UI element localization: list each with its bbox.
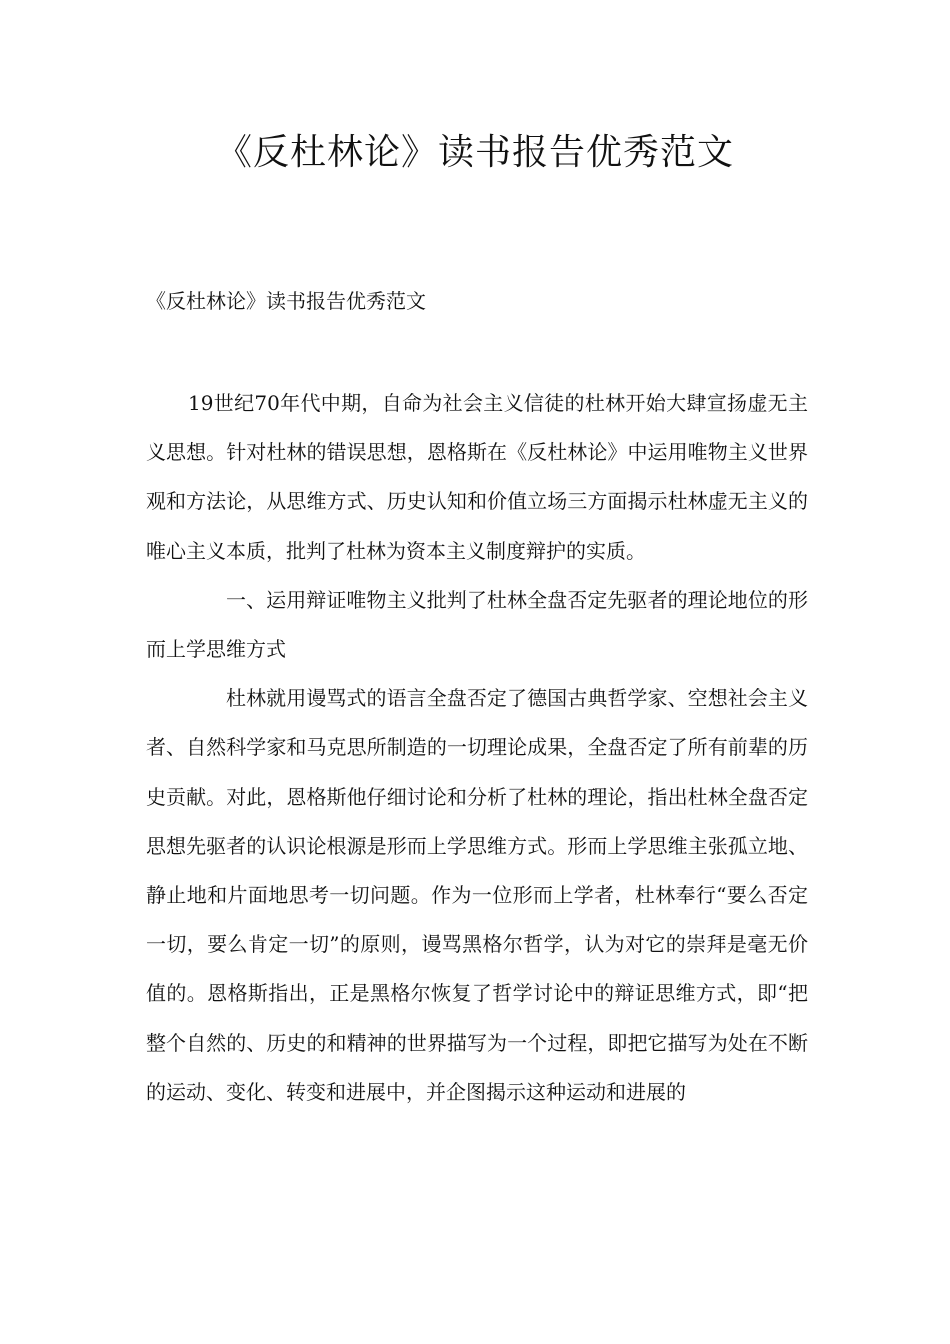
paragraph-section-1: 杜林就用谩骂式的语言全盘否定了德国古典哲学家、空想社会主义者、自然科学家和马克思所制造的一切理论成果，全盘否定了所有前辈的历史贡献。对此，恩格斯他仔细讨论和分析了杜林的理论，指出杜林全盘否定思想先驱者的认识论根源是形而上学思维方式。形而上学思维主张孤立地、静止地和片面地思考一切问题。作为一位形而上学者，杜林奉行“要么否定一切，要么肯定一切”的原则，谩骂黑格尔哲学，认为对它的崇拜是毫无价值的。恩格斯指出，正是黑格尔恢复了哲学讨论中的辩证思维方式，即“把整个自然的、历史的和精神的世界描写为一个过程，即把它描写为处在不断的运动、变化、转变和进展中，并企图揭示这种运动和进展的 <box>146 686 808 1104</box>
document-body <box>146 379 808 1117</box>
document-subtitle: 《反杜林论》读书报告优秀范文 <box>146 289 426 313</box>
paragraph-intro: 19世纪70年代中期，自命为社会主义信徒的杜林开始大肆宣扬虚无主义思想。针对杜林的错误思想，恩格斯在《反杜林论》中运用唯物主义世界观和方法论，从思维方式、历史认知和价值立场三方面揭示杜林虚无主义的唯心主义本质，批判了杜林为资本主义制度辩护的实质。 <box>146 391 808 563</box>
section-heading-1: 一、运用辩证唯物主义批判了杜林全盘否定先驱者的理论地位的形而上学思维方式 <box>146 587 808 662</box>
document-title: 《反杜林论》读书报告优秀范文 <box>215 132 734 173</box>
